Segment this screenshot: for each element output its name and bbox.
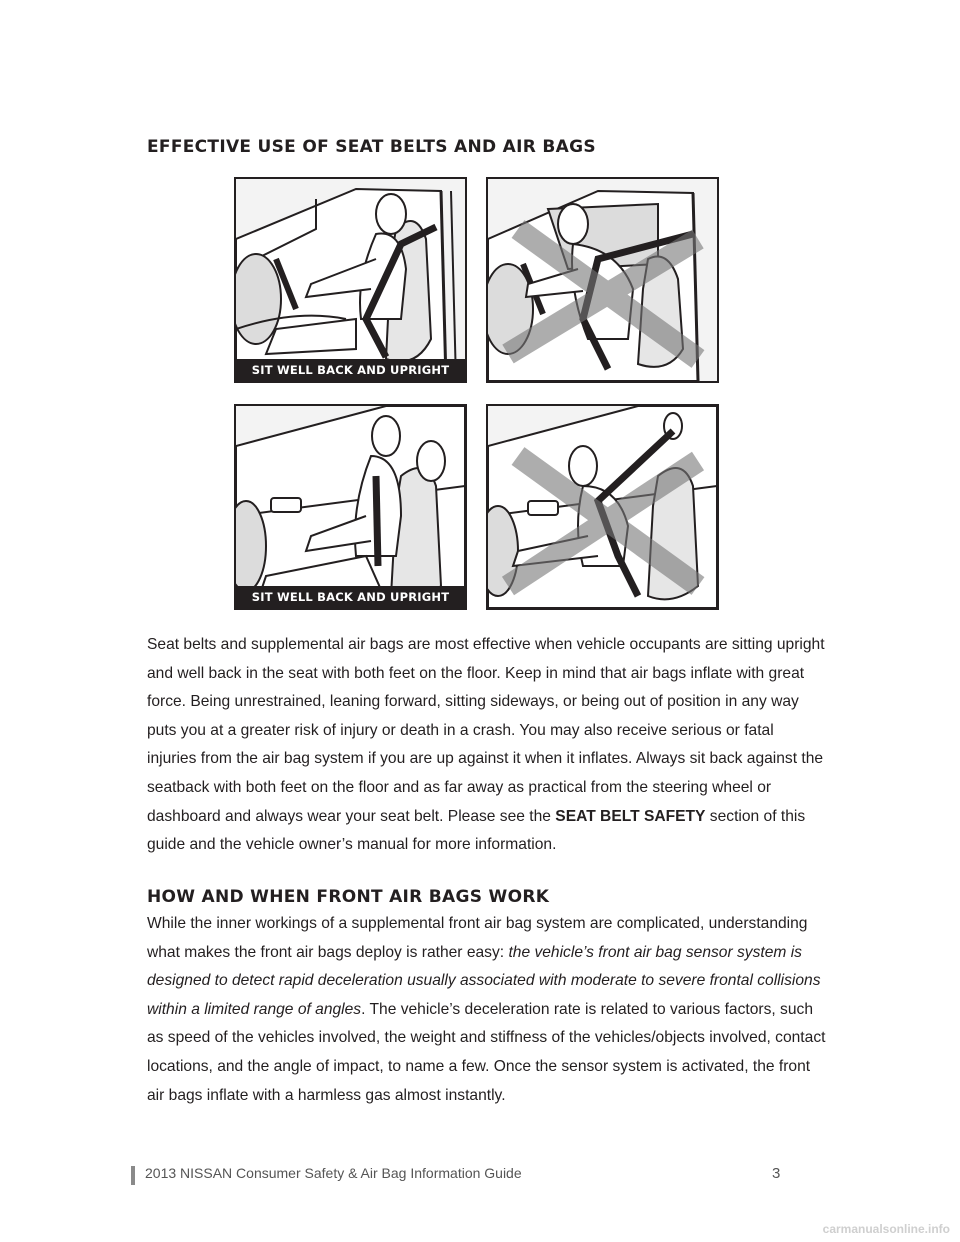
illustration-incorrect-leaning-forward — [486, 177, 719, 383]
paragraph-text: While the inner workings of a supplemental front air bag system are complicated, understanding what makes the front air bags deploy is rather easy: — [147, 915, 808, 961]
paragraph-italic-text: the vehicle’s front air bag sensor system is designed to detect rapid deceleration usually associated with moderate to severe frontal collisions within a limited range of angles — [147, 943, 821, 1018]
page-number: 3 — [772, 1165, 781, 1182]
illustration-caption: SIT WELL BACK AND UPRIGHT — [236, 359, 465, 381]
footer-accent-bar — [131, 1166, 135, 1185]
paragraph-how-air-bags-work — [147, 910, 827, 1110]
car-occupant-upright-drawing-2 — [236, 406, 465, 608]
paragraph-text: section of this guide and the vehicle owner’s manual for more information. — [147, 807, 806, 854]
illustration-correct-sitting-side-view — [234, 177, 467, 383]
section-heading-how-air-bags-work: HOW AND WHEN FRONT AIR BAGS WORK — [147, 887, 550, 907]
car-occupant-upright-drawing — [236, 179, 465, 381]
illustration-correct-sitting-rear-view — [234, 404, 467, 610]
watermark: carmanualsonline.info — [822, 1222, 950, 1236]
illustration-incorrect-sitting-sideways — [486, 404, 719, 610]
paragraph-effective-use — [147, 631, 827, 860]
seat-belt-safety-reference: SEAT BELT SAFETY — [555, 807, 706, 825]
car-occupant-leaning-drawing — [488, 179, 717, 381]
footer-guide-title: 2013 NISSAN Consumer Safety & Air Bag Information Guide — [145, 1165, 522, 1181]
illustration-caption: SIT WELL BACK AND UPRIGHT — [236, 586, 465, 608]
car-occupant-sideways-drawing — [488, 406, 717, 608]
paragraph-text: Seat belts and supplemental air bags are most effective when vehicle occupants are sitting upright and well back in the seat with both feet on the floor. Keep in mind that air bags inflate with great force. Being unrestrained, leaning forward, sitting sideways, or being out of position in any way puts you at a greater risk of injury or death in a crash. You may also receive serious or fatal injuries from the air bag system if you are up against it when it inflates. Always sit back against the seatback with both feet on the floor and as far away as practical from the steering wheel or dashboard and always wear your seat belt. Please see the — [147, 636, 825, 825]
section-heading-effective-use: EFFECTIVE USE OF SEAT BELTS AND AIR BAGS — [147, 137, 596, 157]
paragraph-text: . The vehicle’s deceleration rate is related to various factors, such as speed of the vehicles involved, the weight and stiffness of the vehicles/objects involved, contact locations, and the angle of impact, to name a few. Once the sensor system is activated, the front air bags inflate with a harmless gas almost instantly. — [147, 1000, 826, 1104]
